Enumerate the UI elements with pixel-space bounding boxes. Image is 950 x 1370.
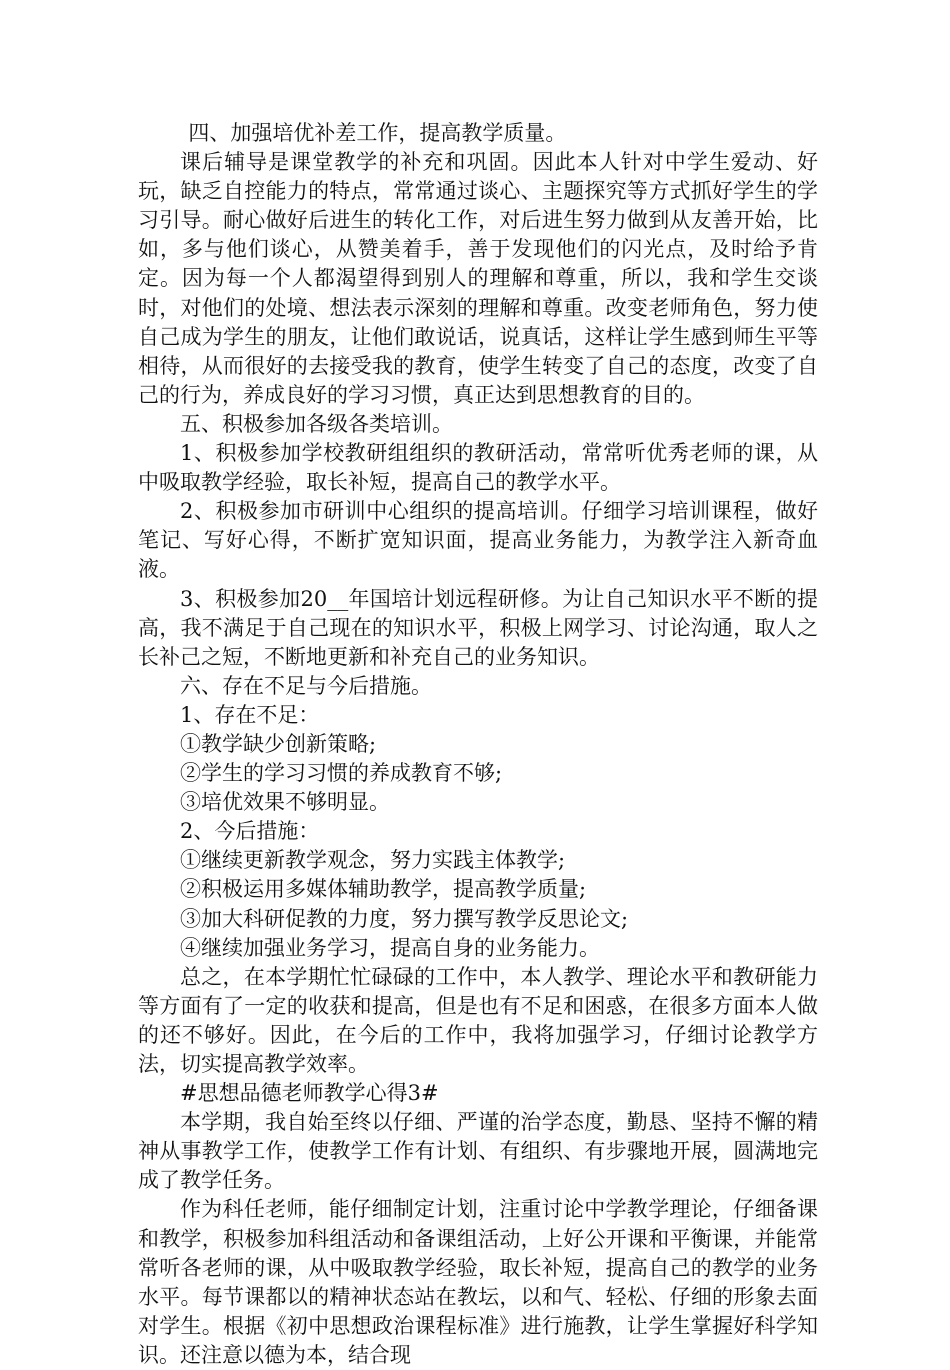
list-item-training-1: 1、积极参加学校教研组组织的教研活动，常常听优秀老师的课，从中吸取教学经验，取长补短，提高自己的教学水平。 bbox=[138, 441, 818, 495]
list-item-measure-3: ③加大科研促教的力度，努力撰写教学反思论文; bbox=[180, 906, 629, 931]
subheading-shortcomings: 1、存在不足： bbox=[180, 702, 320, 727]
list-item-measure-1: ①继续更新教学观念，努力实践主体教学; bbox=[180, 848, 566, 873]
section-heading-4: 四、加强培优补差工作，提高教学质量。 bbox=[188, 121, 567, 145]
paragraph-conclusion: 总之，在本学期忙忙碌碌的工作中，本人教学、理论水平和教研能力等方面有了一定的收获和提高，但是也有不足和困惑，在很多方面本人做的还不够好。因此，在今后的工作中，我将加强学习，仔细讨论教学方法，切实提高教学效率。 bbox=[138, 964, 818, 1076]
list-item-shortcoming-1: ①教学缺少创新策略; bbox=[180, 731, 377, 756]
subheading-measures: 2、今后措施： bbox=[180, 819, 320, 844]
list-item-measure-2: ②积极运用多媒体辅助教学，提高教学质量; bbox=[180, 877, 587, 902]
list-item-training-3: 3、积极参加20__年国培计划远程研修。为让自己知识水平不断的提高，我不满足于自己现在的知识水平，积极上网学习、讨论沟通，取人之长补己之短，不断地更新和补充自己的业务知识。 bbox=[138, 586, 818, 669]
document-body bbox=[138, 119, 818, 1370]
list-item-training-2: 2、积极参加市研训中心组织的提高培训。仔细学习培训课程，做好笔记、写好心得，不断扩宽知识面，提高业务能力，为教学注入新奇血液。 bbox=[138, 499, 818, 582]
article-title-3: #思想品德老师教学心得3# bbox=[180, 1081, 439, 1106]
section-heading-6: 六、存在不足与今后措施。 bbox=[180, 673, 432, 698]
paragraph-teacher-role: 作为科任老师，能仔细制定计划，注重讨论中学教学理论，仔细备课和教学，积极参加科组活动和备课组活动，上好公开课和平衡课，并能常常听各老师的课，从中吸取教学经验，取长补短，提高自己的教学的业务水平。每节课都以的精神状态站在教坛，以和气、轻松、仔细的形象去面对学生。根据《初中思想政治课程标准》进行施教，让学生掌握好科学知识。还注意以德为本，结合现 bbox=[138, 1197, 818, 1367]
list-item-shortcoming-3: ③培优效果不够明显。 bbox=[180, 790, 390, 815]
paragraph-tutoring: 课后辅导是课堂教学的补充和巩固。因此本人针对中学生爱动、好玩，缺乏自控能力的特点，常常通过谈心、主题探究等方式抓好学生的学习引导。耐心做好后进生的转化工作，对后进生努力做到从友善开始，比如，多与他们谈心，从赞美着手，善于发现他们的闪光点，及时给予肯定。因为每一个人都渴望得到别人的理解和尊重，所以，我和学生交谈时，对他们的处境、想法表示深刻的理解和尊重。改变老师角色，努力使自己成为学生的朋友，让他们敢说话，说真话，这样让学生感到师生平等相待，从而很好的去接受我的教育，使学生转变了自己的态度，改变了自己的行为，养成良好的学习习惯，真正达到思想教育的目的。 bbox=[138, 150, 818, 407]
list-item-shortcoming-2: ②学生的学习习惯的养成教育不够; bbox=[180, 761, 503, 786]
section-heading-5: 五、积极参加各级各类培训。 bbox=[180, 411, 453, 436]
list-item-measure-4: ④继续加强业务学习，提高自身的业务能力。 bbox=[180, 935, 600, 960]
paragraph-semester: 本学期，我自始至终以仔细、严谨的治学态度，勤恳、坚持不懈的精神从事教学工作，使教学工作有计划、有组织、有步骤地开展，圆满地完成了教学任务。 bbox=[138, 1110, 818, 1193]
